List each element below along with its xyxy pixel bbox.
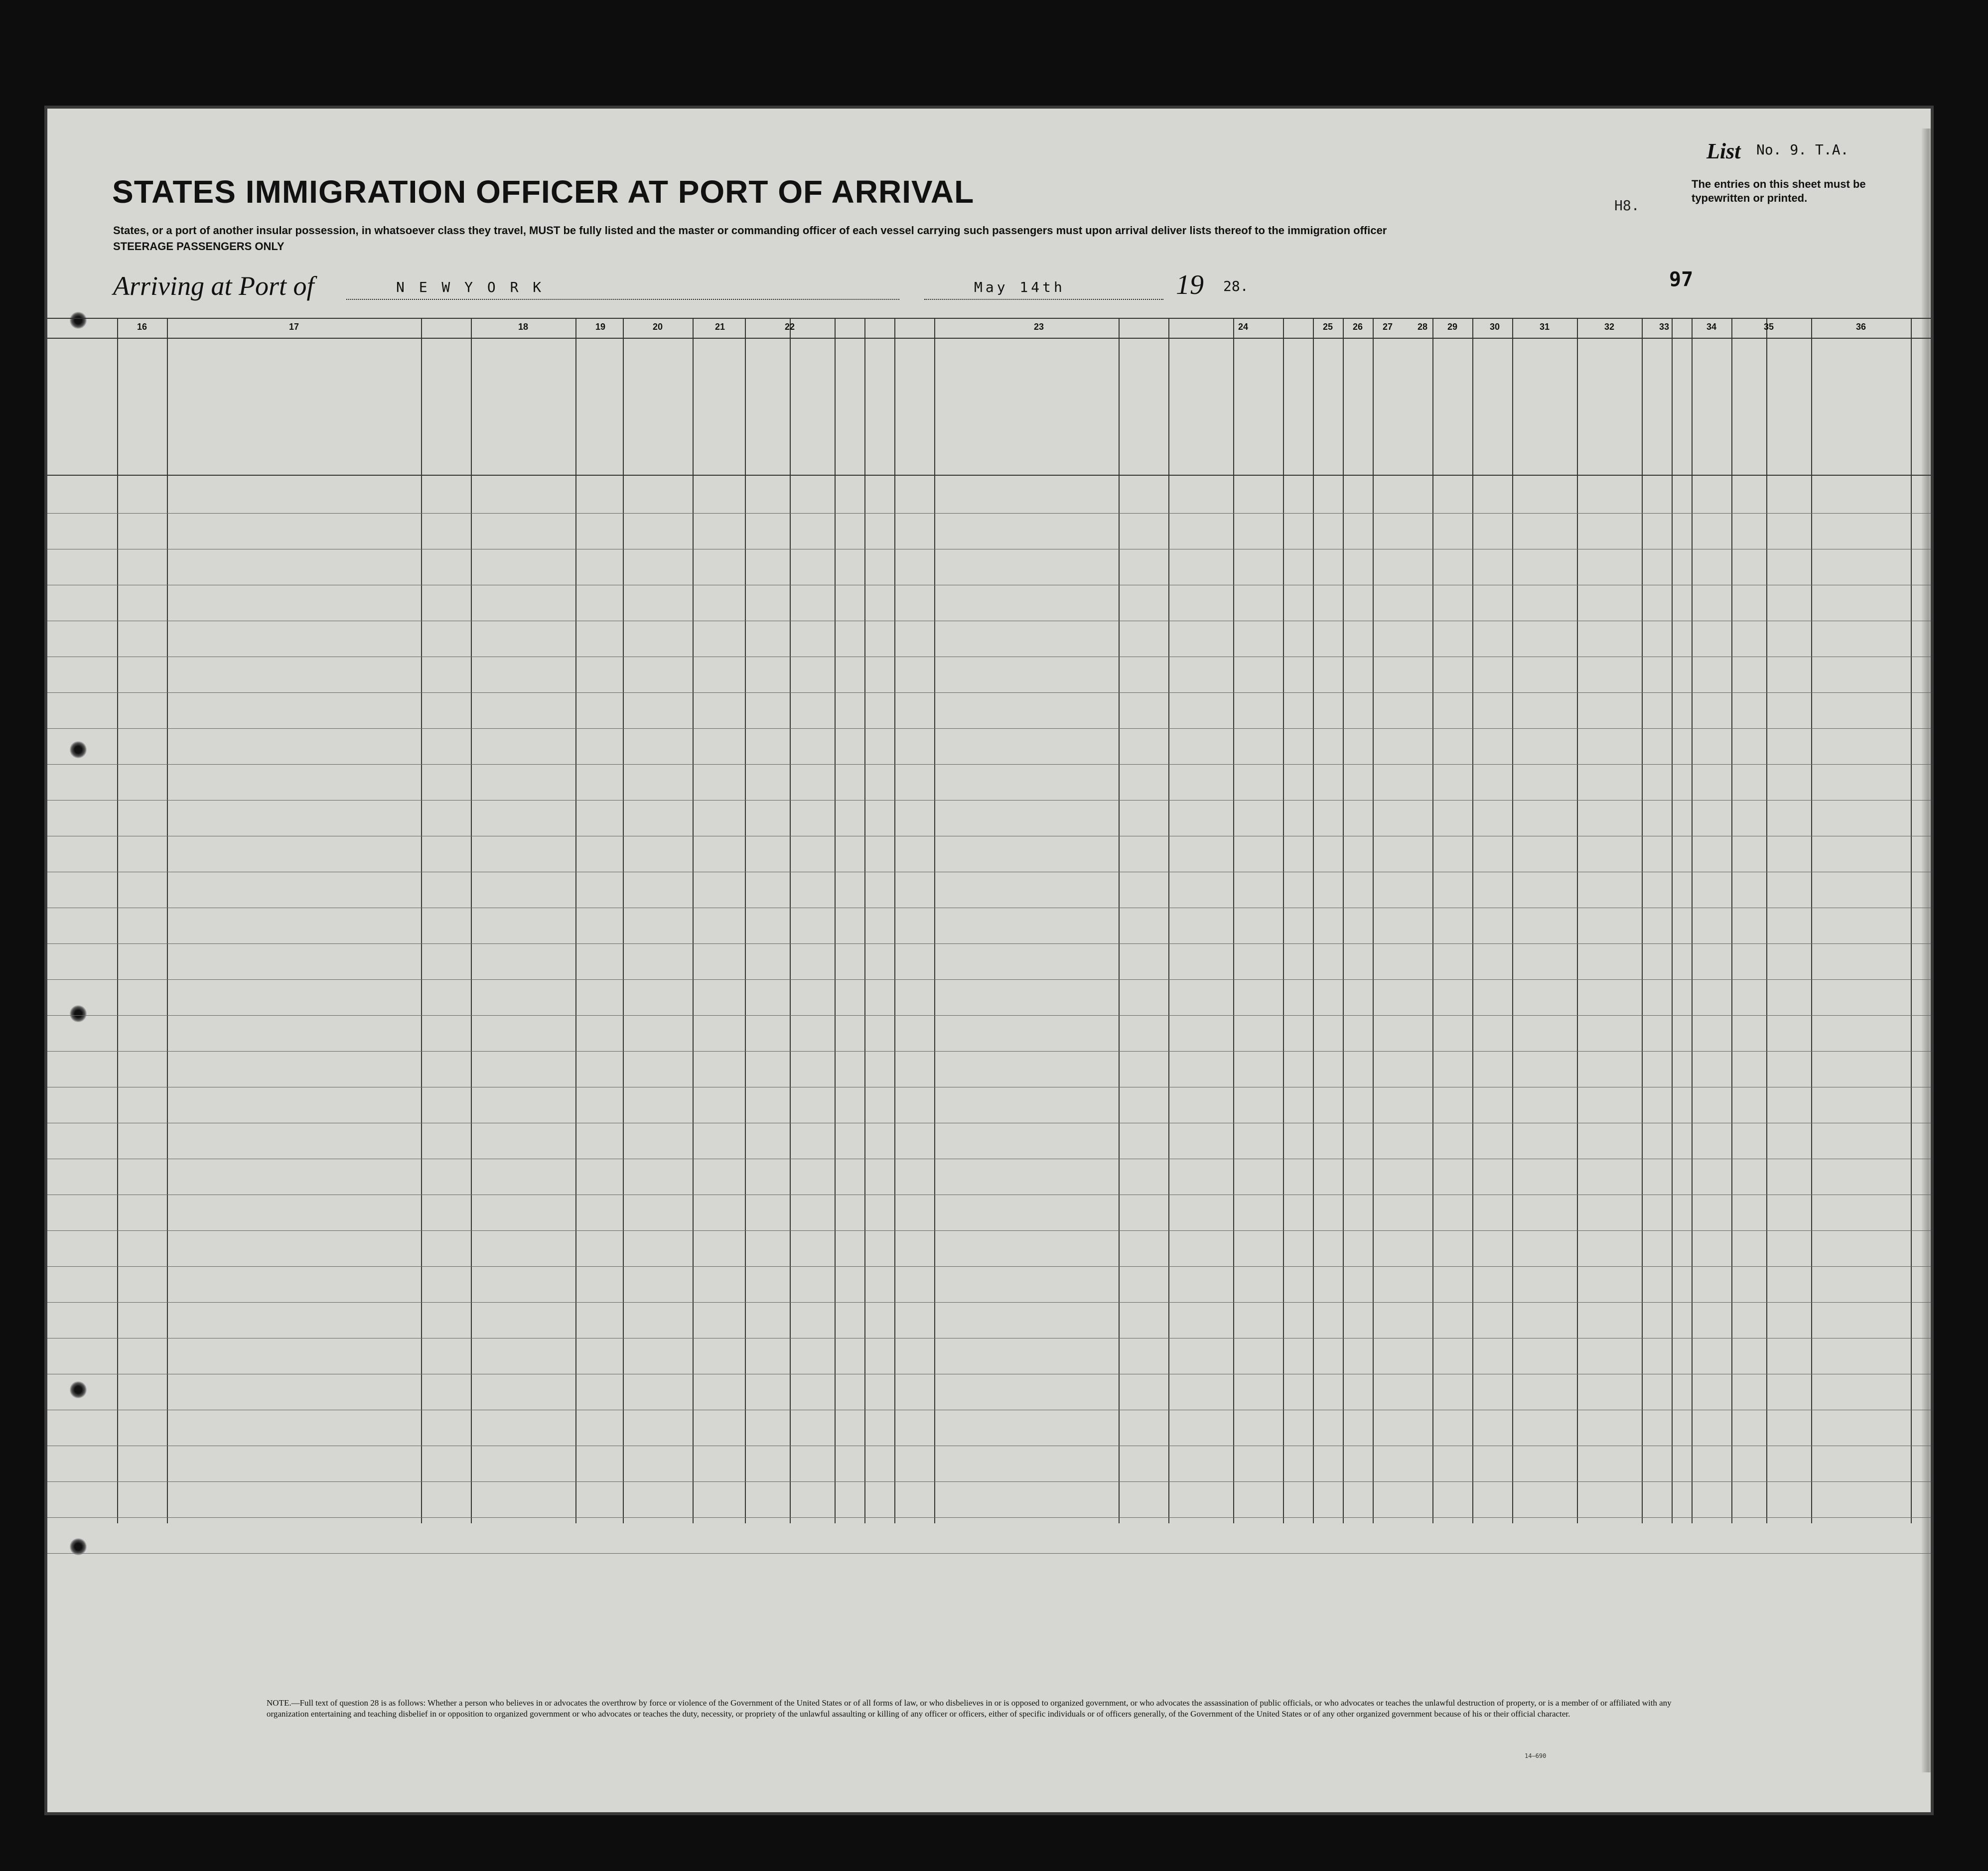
column-line bbox=[1472, 318, 1473, 1523]
year-prefix: 19 bbox=[1176, 269, 1204, 300]
column-number: 28 bbox=[1417, 322, 1428, 332]
column-line bbox=[623, 318, 624, 1523]
column-line bbox=[745, 318, 746, 1523]
column-number: 34 bbox=[1706, 322, 1717, 332]
column-line bbox=[471, 318, 472, 1523]
row-line bbox=[47, 943, 1931, 944]
column-line bbox=[1512, 318, 1513, 1523]
row-line bbox=[47, 513, 1931, 514]
list-label: List bbox=[1706, 139, 1741, 163]
manifest-page bbox=[47, 109, 1931, 1812]
column-line bbox=[1168, 318, 1169, 1523]
row-line bbox=[47, 692, 1931, 693]
row-line bbox=[47, 1051, 1931, 1052]
column-line bbox=[117, 318, 118, 1523]
column-number: 32 bbox=[1604, 322, 1615, 332]
column-line bbox=[1692, 318, 1693, 1523]
row-line bbox=[47, 800, 1931, 801]
port-field bbox=[346, 279, 899, 300]
row-line bbox=[47, 1230, 1931, 1231]
year-suffix: 28. bbox=[1223, 278, 1249, 294]
column-line bbox=[1233, 318, 1234, 1523]
row-line bbox=[47, 1015, 1931, 1016]
hs-mark: H8. bbox=[1614, 197, 1640, 214]
column-line bbox=[835, 318, 836, 1523]
column-line bbox=[1811, 318, 1812, 1523]
column-line bbox=[1731, 318, 1732, 1523]
column-line bbox=[1119, 318, 1120, 1523]
column-number: 33 bbox=[1659, 322, 1670, 332]
column-number: 26 bbox=[1352, 322, 1363, 332]
column-line bbox=[1373, 318, 1374, 1523]
column-number: 35 bbox=[1763, 322, 1774, 332]
column-number: 27 bbox=[1382, 322, 1393, 332]
row-line bbox=[47, 1266, 1931, 1267]
column-number: 36 bbox=[1855, 322, 1866, 332]
column-line bbox=[1313, 318, 1314, 1523]
column-number: 16 bbox=[137, 322, 147, 332]
row-line bbox=[47, 1481, 1931, 1482]
header-line bbox=[47, 475, 1931, 476]
binder-hole bbox=[70, 1538, 87, 1555]
row-line bbox=[47, 979, 1931, 980]
sheet-number: 97 bbox=[1669, 268, 1694, 291]
column-line bbox=[1432, 318, 1433, 1523]
column-number: 20 bbox=[652, 322, 663, 332]
column-line bbox=[1642, 318, 1643, 1523]
port-value: N E W Y O R K bbox=[396, 279, 545, 295]
column-line bbox=[1766, 318, 1767, 1523]
column-line bbox=[575, 318, 576, 1523]
column-number: 31 bbox=[1539, 322, 1550, 332]
row-line bbox=[47, 1302, 1931, 1303]
column-line bbox=[1343, 318, 1344, 1523]
column-number: 18 bbox=[518, 322, 529, 332]
column-number: 23 bbox=[1033, 322, 1044, 332]
form-number: 14—690 bbox=[1525, 1752, 1547, 1759]
instructions-text: States, or a port of another insular possession, in whatsoever class they travel, MUST be fully listed and the master or commanding officer of each vessel carrying such passengers must upon arrival deliver lists thereof to the immigration officer bbox=[113, 224, 1387, 237]
column-number: 21 bbox=[714, 322, 725, 332]
arriving-label: Arriving at Port of bbox=[113, 271, 314, 301]
column-number: 17 bbox=[288, 322, 299, 332]
header-line bbox=[47, 318, 1931, 319]
column-line bbox=[1577, 318, 1578, 1523]
column-number: 30 bbox=[1489, 322, 1500, 332]
page-title: STATES IMMIGRATION OFFICER AT PORT OF ARRIVAL bbox=[112, 174, 975, 210]
column-line bbox=[894, 318, 895, 1523]
entries-note: The entries on this sheet must be typewritten or printed. bbox=[1692, 178, 1866, 204]
date-field bbox=[924, 279, 1163, 300]
header-line bbox=[47, 338, 1931, 339]
row-line bbox=[47, 1553, 1931, 1554]
row-line bbox=[47, 1517, 1931, 1518]
steerage-label: STEERAGE PASSENGERS ONLY bbox=[113, 240, 284, 253]
row-line bbox=[47, 728, 1931, 729]
footnote: NOTE.—Full text of question 28 is as follows: Whether a person who believes in or advocates the overthrow by force or violence of the Government of the United States or of all forms of law, or who disbelieves in or is opposed to organized government, or who advocates the assassination of public officials, or who advocates or teaches the unlawful destruction of property, or is a member of or affiliated with any organization entertaining and teaching disbelief in or opposition to organized government or who advocates or teaches the duty, necessity, or propriety of the unlawful assaulting or killing of any officer or officers, either of specific individuals or of officers generally, of the Government of the United States or of any other organized government because of his or their official character. bbox=[267, 1698, 1672, 1719]
column-line bbox=[167, 318, 168, 1523]
column-line bbox=[934, 318, 935, 1523]
list-number: No. 9. T.A. bbox=[1756, 141, 1849, 158]
column-number: 25 bbox=[1322, 322, 1333, 332]
column-line bbox=[421, 318, 422, 1523]
column-line bbox=[864, 318, 865, 1523]
column-number: 19 bbox=[595, 322, 606, 332]
row-line bbox=[47, 764, 1931, 765]
column-line bbox=[790, 318, 791, 1523]
column-line bbox=[1672, 318, 1673, 1523]
column-number: 24 bbox=[1238, 322, 1249, 332]
column-line bbox=[1283, 318, 1284, 1523]
date-value: May 14th bbox=[974, 279, 1065, 295]
column-line bbox=[693, 318, 694, 1523]
column-number: 22 bbox=[784, 322, 795, 332]
manifest-table bbox=[47, 318, 1931, 1523]
column-number: 29 bbox=[1447, 322, 1458, 332]
column-line bbox=[1911, 318, 1912, 1523]
